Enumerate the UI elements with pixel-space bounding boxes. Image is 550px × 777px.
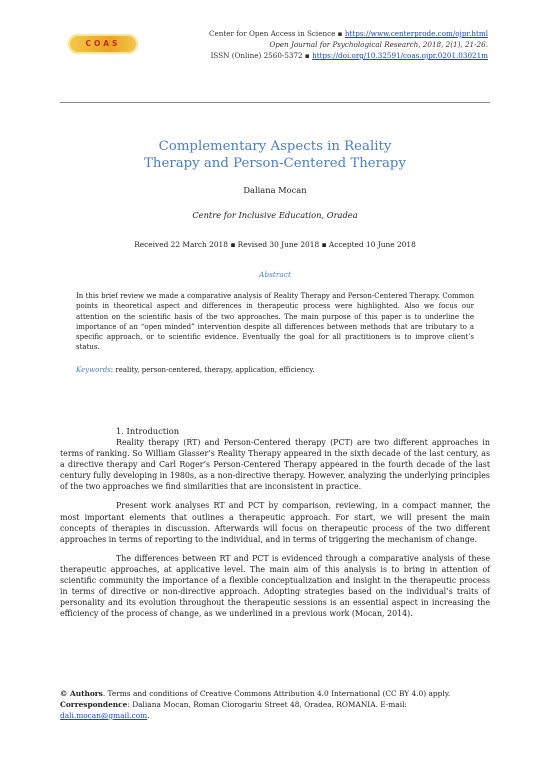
keywords [76, 366, 474, 374]
abstract-heading: Abstract [259, 270, 291, 279]
header-info [209, 28, 488, 61]
paper-title: Complementary Aspects in Reality Therapy and Person-Centered Therapy [144, 139, 406, 171]
abstract-text: In this brief review we made a comparative analysis of Reality Therapy and Person-Centered Therapy. Common points in theoretical aspect and differences in therapeutic process were highlighted. Also we focus our attention on the scientific basis of the two approaches. The main purpose of this paper is to underline the importance of an “open minded” intervention despite all differences between methods that are tributary to a specific approach, or to scientific evidence. Eventually the goal for all practitioners is to improve client’s status. [76, 292, 474, 352]
paragraph: The differences between RT and PCT is evidenced through a comparative analysis of these therapeutic approaches, at applicative level. The main aim of this analysis is to bring in attention of scientific community the importance of a flexible conceptualization and insight in the therapeutic process in terms of directive or non-directive approach. Adopting strategies based on the individual’s traits of personality and its evolution throughout the therapeutic sessions is an essential aspect in increasing the efficiency of the process of change, as we underlined in a previous work (Mocan, 2014). [60, 553, 490, 619]
header-line-1: Center for Open Access in Science ▪ https://www.centerprode.com/ojpr.html [209, 29, 488, 38]
section-heading-introduction: 1. Introduction [116, 426, 180, 436]
header-divider [60, 102, 490, 103]
body-text [60, 437, 490, 627]
keywords-label: Keywords [76, 366, 111, 374]
submission-dates: Received 22 March 2018 ▪ Revised 30 June 2018 ▪ Accepted 10 June 2018 [134, 240, 416, 249]
email-link[interactable]: dali.mocan@gmail.com [60, 711, 148, 720]
author-name: Daliana Mocan [243, 185, 307, 195]
journal-link[interactable]: https://www.centerprode.com/ojpr.html [344, 29, 488, 38]
license-line: © Authors. Terms and conditions of Creative Commons Attribution 4.0 International (CC BY 4.0) apply. [60, 689, 451, 698]
page-footer [60, 688, 490, 721]
journal-header [60, 28, 488, 72]
author-affiliation: Centre for Inclusive Education, Oradea [192, 210, 358, 220]
doi-link[interactable]: https://doi.org/10.32591/coas.ojpr.0201.03021m [312, 51, 488, 60]
correspondence-line: Correspondence: Daliana Mocan, Roman Ciorogariu Street 48, Oradea, ROMANIA. E-mail: dali.mocan@gmail.com. [60, 700, 407, 720]
paragraph: Reality therapy (RT) and Person-Centered therapy (PCT) are two different approaches in terms of ranking. So William Glasser’s Reality Therapy appeared in the sixth decade of the last century, as a directive therapy and Carl Roger’s Person-Centered Therapy appeared in the fourth decade of the last century fully developing in 1980s, as a non-directive therapy. However, analyzing the underlying principles of the two approaches we find similarities that are inconsistent in practice. [60, 438, 490, 492]
keywords-list: : reality, person-centered, therapy, application, efficiency. [110, 366, 315, 374]
coas-logo [68, 30, 138, 58]
logo-text: COAS [68, 34, 138, 54]
header-line-3: ISSN (Online) 2560-5372 ▪ https://doi.org/10.32591/coas.ojpr.0201.03021m [210, 51, 488, 60]
paragraph: Present work analyses RT and PCT by comparison, reviewing, in a compact manner, the most important elements that outlines a therapeutic approach. For start, we will present the main concepts of therapies in discussion. Afterwards will focus on therapeutic process of the two different approaches in terms of reporting to the individual, and in terms of triggering the mechanism of change. [60, 501, 490, 544]
header-line-2: Open Journal for Psychological Research, 2018, 2(1), 21-26. [269, 40, 488, 49]
